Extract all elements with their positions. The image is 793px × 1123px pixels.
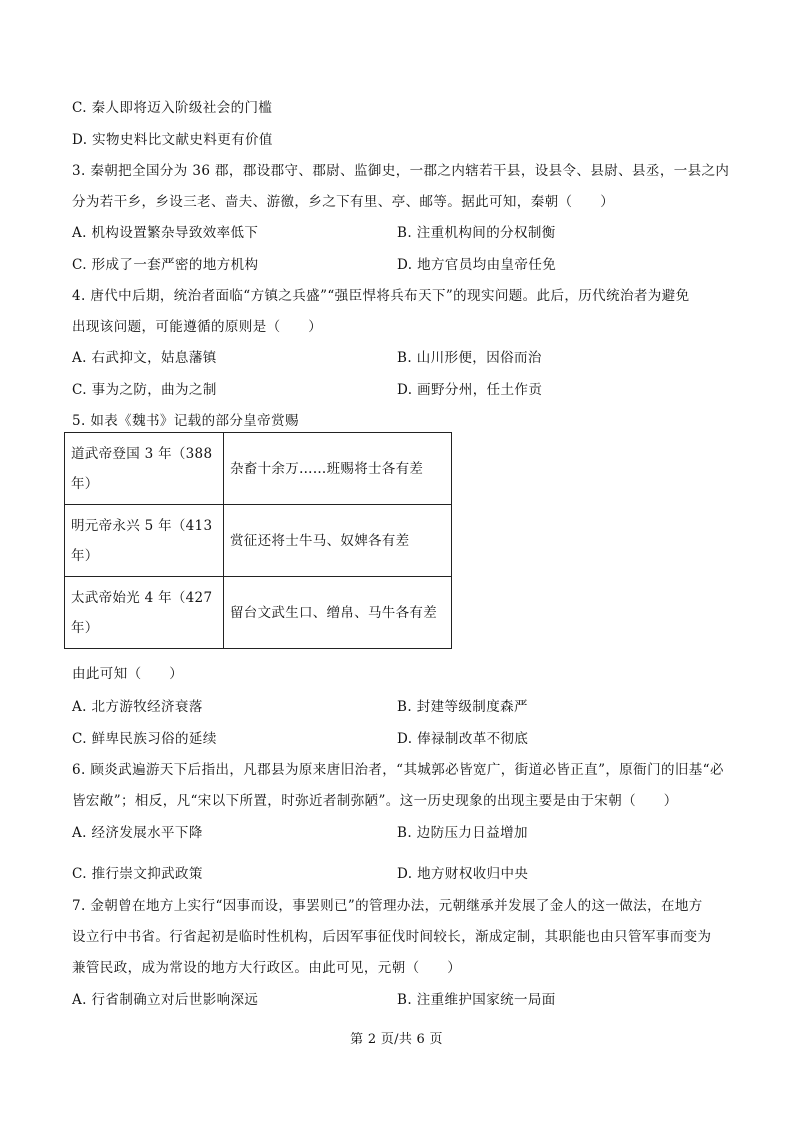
q4-option-a: A. 右武抑文，姑息藩镇 xyxy=(72,350,217,366)
q7-stem-line3: 兼管民政，成为常设的地方大行政区。由此可见，元朝（ ） xyxy=(72,960,462,976)
table-row xyxy=(65,433,452,505)
q3-option-d: D. 地方官员均由皇帝任免 xyxy=(397,257,557,273)
q3-option-b: B. 注重机构间的分权制衡 xyxy=(397,225,556,241)
table-cell-content: 赏征还将士牛马、奴婢各有差 xyxy=(224,505,452,577)
q7-stem-line2: 设立行中书省。行省起初是临时性机构，后因军事征伐时间较长，渐成定制，其职能也由只管军事而变为 xyxy=(72,929,712,945)
q6-stem-line1: 6. 顾炎武遍游天下后指出，凡郡县为原来唐旧治者，“其城郭必皆宽广，街道必皆正直”，原衙门的旧基“必 xyxy=(72,762,724,778)
q5-option-a: A. 北方游牧经济衰落 xyxy=(72,699,203,715)
q5-after-text: 由此可知（ ） xyxy=(72,666,184,682)
era-line: 年） xyxy=(71,475,99,492)
q6-option-b: B. 边防压力日益增加 xyxy=(397,825,528,841)
q4-stem-line2: 出现该问题，可能遵循的原则是（ ） xyxy=(72,319,323,335)
table-cell-content: 留台文武生口、缯帛、马牛各有差 xyxy=(224,577,452,649)
era-line: 太武帝始光 4 年（427 xyxy=(71,589,213,606)
q5-stem: 5. 如表《魏书》记载的部分皇帝赏赐 xyxy=(72,413,299,429)
page-footer: 第 2 页/共 6 页 xyxy=(350,1032,443,1047)
q3-option-c: C. 形成了一套严密的地方机构 xyxy=(72,257,259,273)
q5-option-c: C. 鲜卑民族习俗的延续 xyxy=(72,731,217,747)
q5-table xyxy=(64,432,452,649)
q7-option-a: A. 行省制确立对后世影响深远 xyxy=(72,992,259,1008)
q5-option-b: B. 封建等级制度森严 xyxy=(397,699,528,715)
q2-option-c: C. 秦人即将迈入阶级社会的门槛 xyxy=(72,100,273,116)
q3-stem-line2: 分为若干乡，乡设三老、啬夫、游徼，乡之下有里、亭、邮等。据此可知，秦朝（ ） xyxy=(72,194,615,210)
q4-option-b: B. 山川形便，因俗而治 xyxy=(397,350,542,366)
q6-option-d: D. 地方财权收归中央 xyxy=(397,866,529,882)
table-row xyxy=(65,505,452,577)
era-line: 年） xyxy=(71,547,99,564)
q7-stem-line1: 7. 金朝曾在地方上实行“因事而设，事罢则已”的管理办法，元朝继承并发展了金人的这一做法，在地方 xyxy=(72,898,703,914)
q6-stem-line2: 皆宏敞”；相反，凡“宋以下所置，时弥近者制弥陋”。这一历史现象的出现主要是由于宋朝（ ） xyxy=(72,793,678,809)
table-row xyxy=(65,577,452,649)
era-line: 道武帝登国 3 年（388 xyxy=(71,445,213,462)
q3-option-a: A. 机构设置繁杂导致效率低下 xyxy=(72,225,259,241)
table-cell-era xyxy=(65,433,224,505)
q4-stem-line1: 4. 唐代中后期，统治者面临“方镇之兵盛”“强臣悍将兵布天下”的现实问题。此后，历代统治者为避免 xyxy=(72,288,690,304)
table-cell-era xyxy=(65,577,224,649)
q7-option-b: B. 注重维护国家统一局面 xyxy=(397,992,556,1008)
q5-option-d: D. 俸禄制改革不彻底 xyxy=(397,731,529,747)
q4-option-c: C. 事为之防，曲为之制 xyxy=(72,382,217,398)
table-cell-content: 杂畜十余万……班赐将士各有差 xyxy=(224,433,452,505)
q6-option-a: A. 经济发展水平下降 xyxy=(72,825,203,841)
table-cell-era xyxy=(65,505,224,577)
era-line: 明元帝永兴 5 年（413 xyxy=(71,517,213,534)
q4-option-d: D. 画野分州，任土作贡 xyxy=(397,382,543,398)
era-line: 年） xyxy=(71,619,99,636)
q6-option-c: C. 推行崇文抑武政策 xyxy=(72,866,203,882)
q3-stem-line1: 3. 秦朝把全国分为 36 郡，郡设郡守、郡尉、监御史，一郡之内辖若干县，设县令、县尉、县丞，一县之内 xyxy=(72,163,730,179)
q2-option-d: D. 实物史料比文献史料更有价值 xyxy=(72,132,273,148)
